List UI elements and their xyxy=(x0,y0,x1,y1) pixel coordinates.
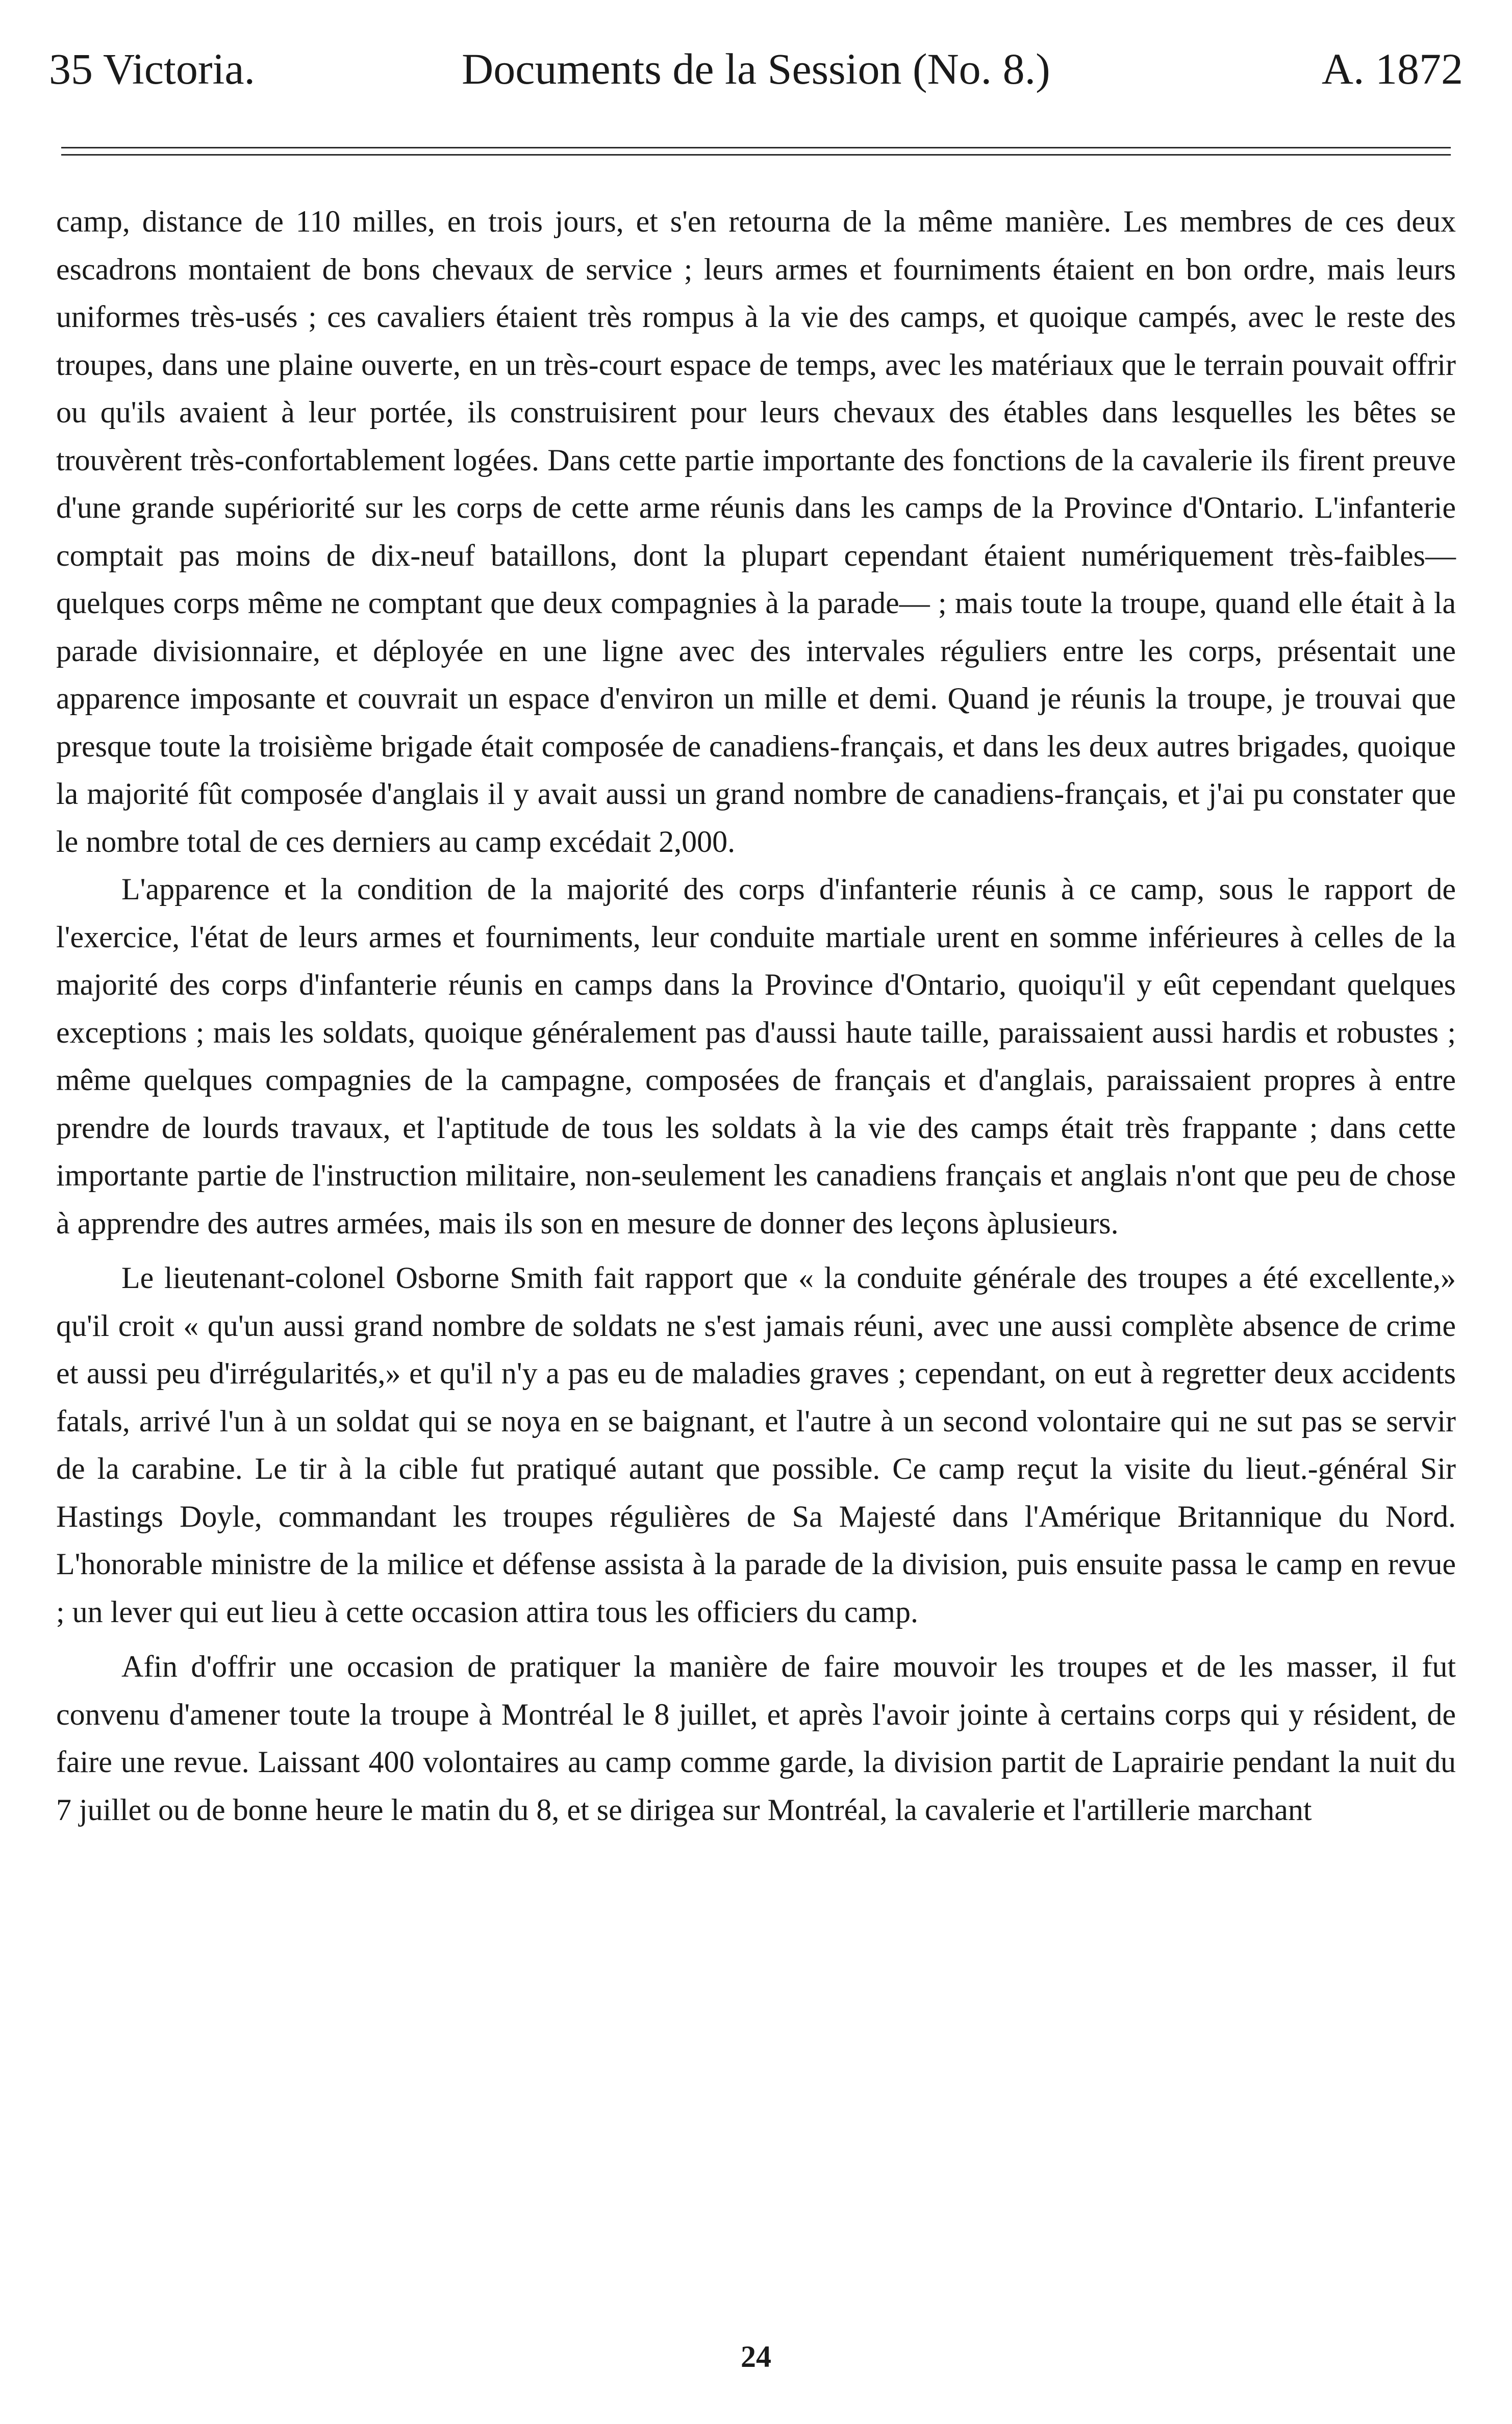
header-document-title: Documents de la Session (No. 8.) xyxy=(462,44,1050,93)
page-number: 24 xyxy=(741,2340,771,2374)
header-rule-top xyxy=(61,147,1451,148)
paragraph-montreal-review: Afin d'offrir une occasion de pratiquer la manière de faire mouvoir les troupes et de les masser, il fut convenu d'amener toute la troupe à Montréal le 8 juillet, et après l'avoir jointe à certains corps qui y résident, de faire une revue. Laissant 400 volontaires au camp comme garde, la division partit de Laprairie pendant la nuit du 7 juillet ou de bonne heure le matin du 8, et se dirigea sur Montréal, la cavalerie et l'artillerie marchant xyxy=(56,1650,1456,1827)
header-session-year: 35 Victoria. xyxy=(49,44,256,93)
paragraph-continuation: camp, distance de 110 milles, en trois jours, et s'en retourna de la même manière. Les membres de ces deux escadrons montaient de bons chevaux de service ; leurs armes et fourniments étaient en bon ordre, mais leurs uniformes très-usés ; ces cavaliers étaient très rompus à la vie des camps, et quoique campés, avec le reste des troupes, dans une plaine ouverte, en un très-court espace de temps, avec les matériaux que le terrain pouvait offrir ou qu'ils avaient à leur portée, ils construisirent pour leurs chevaux des étables dans lesquelles les bêtes se trouvèrent très-confortablement logées. Dans cette partie importante des fonctions de la cavalerie ils firent preuve d'une grande supériorité sur les corps de cette arme réunis dans les camps de la Province d'Ontario. L'infanterie comptait pas moins de dix-neuf bataillons, dont la plupart cependant étaient numériquement très-faibles—quelques corps même ne comptant que deux compagnies à la parade— ; mais toute la troupe, quand elle était à la parade divisionnaire, et déployée en une ligne avec des intervales réguliers entre les corps, présentait une apparence imposante et couvrait un espace d'environ un mille et demi. Quand je réunis la troupe, je trouvai que presque toute la troisième brigade était composée de canadiens-français, et dans les deux autres brigades, quoique la majorité fût composée d'anglais il y avait aussi un grand nombre de canadiens-français, et j'ai pu constater que le nombre total de ces derniers au camp excédait 2,000. xyxy=(56,205,1456,858)
body-text xyxy=(56,198,1456,1834)
paragraph-infantry-condition: L'apparence et la condition de la majorité des corps d'infanterie réunis à ce camp, sous le rapport de l'exercice, l'état de leurs armes et fourniments, leur conduite martiale urent en somme inférieures à celles de la majorité des corps d'infanterie réunis en camps dans la Province d'Ontario, quoiqu'il y eût cependant quelques exceptions ; mais les soldats, quoique généralement pas d'aussi haute taille, paraissaient aussi hardis et robustes ; même quelques compagnies de la campagne, composées de français et d'anglais, paraissaient propres à entre prendre de lourds travaux, et l'aptitude de tous les soldats à la vie des camps était très frappante ; dans cette importante partie de l'instruction militaire, non-seulement les canadiens français et anglais n'ont que peu de chose à apprendre des autres armées, mais ils son en mesure de donner des leçons àplusieurs. xyxy=(56,872,1456,1240)
running-header xyxy=(49,31,1463,107)
header-year: A. 1872 xyxy=(1321,44,1463,93)
paragraph-osborne-smith-report: Le lieutenant-colonel Osborne Smith fait rapport que « la conduite générale des troupes a été excellente,» qu'il croit « qu'un aussi grand nombre de soldats ne s'est jamais réuni, avec une aussi complète absence de crime et aussi peu d'irrégularités,» et qu'il n'y a pas eu de maladies graves ; cependant, on eut à regretter deux accidents fatals, arrivé l'un à un soldat qui se noya en se baignant, et l'autre à un second volontaire qui ne sut pas se servir de la carabine. Le tir à la cible fut pratiqué autant que possible. Ce camp reçut la visite du lieut.-général Sir Hastings Doyle, commandant les troupes régulières de Sa Majesté dans l'Amérique Britannique du Nord. L'honorable ministre de la milice et défense assista à la parade de la division, puis ensuite passa le camp en revue ; un lever qui eut lieu à cette occasion attira tous les officiers du camp. xyxy=(56,1261,1456,1629)
header-rule-bottom xyxy=(61,154,1451,156)
